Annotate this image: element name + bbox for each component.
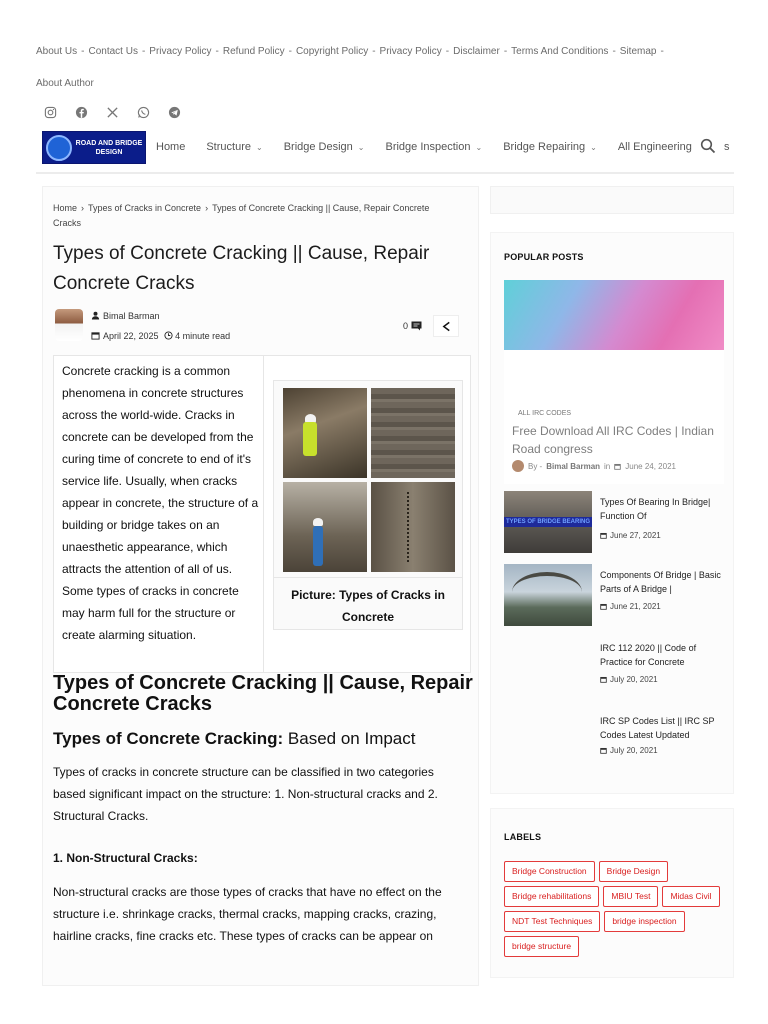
post-date-text: July 20, 2021 bbox=[610, 746, 658, 755]
nav-item-all-engineering[interactable] bbox=[618, 141, 694, 153]
divider bbox=[263, 356, 264, 672]
label-tag[interactable]: Bridge rehabilitations bbox=[504, 886, 599, 907]
nav-label: Bridge Inspection bbox=[385, 141, 471, 153]
nav-overflow-text: s bbox=[724, 141, 730, 153]
navbar-shadow bbox=[36, 172, 734, 174]
popular-post-item[interactable] bbox=[504, 564, 728, 628]
calendar-icon bbox=[600, 532, 607, 539]
search-icon[interactable] bbox=[700, 138, 716, 154]
top-links bbox=[36, 44, 716, 92]
featured-post-title[interactable]: Free Download All IRC Codes | Indian Road congress bbox=[512, 424, 714, 456]
featured-post[interactable] bbox=[504, 280, 724, 484]
post-date-text: June 27, 2021 bbox=[610, 531, 661, 540]
article-heading-3: 1. Non-Structural Cracks: bbox=[53, 851, 198, 865]
figure-photo-1 bbox=[283, 388, 367, 478]
nav-item-bridge-design[interactable] bbox=[284, 141, 365, 153]
x-icon[interactable] bbox=[106, 106, 119, 119]
avatar bbox=[512, 460, 524, 472]
post-title[interactable]: IRC SP Codes List || IRC SP Codes Latest Updated bbox=[600, 716, 715, 740]
labels-heading: LABELS bbox=[504, 832, 542, 842]
nav-label: Bridge Repairing bbox=[503, 141, 586, 153]
in-text: in bbox=[604, 461, 611, 471]
logo-seal-icon bbox=[46, 135, 72, 161]
nav-label: Structure bbox=[206, 141, 251, 153]
paragraph-categories: Types of cracks in concrete structure can be classified in two categories based significant impact on the structure: 1. Non-structural cracks and 2. Structural Cracks. bbox=[53, 765, 438, 823]
thumbnail-text: TYPES OF BRIDGE BEARING bbox=[505, 519, 590, 525]
link-contact-us[interactable]: Contact Us bbox=[88, 46, 138, 57]
featured-author[interactable]: Bimal Barman bbox=[546, 461, 601, 471]
link-about-us[interactable]: About Us bbox=[36, 46, 78, 57]
post-date bbox=[600, 602, 661, 611]
figure-caption: Picture: Types of Cracks in Concrete bbox=[274, 577, 462, 628]
figure-photo-3 bbox=[283, 482, 367, 572]
heading-2-rest: Based on Impact bbox=[283, 729, 416, 748]
nav-menu bbox=[156, 141, 715, 153]
label-tag[interactable]: MBIU Test bbox=[603, 886, 658, 907]
post-title[interactable]: Components Of Bridge | Basic Parts of A Bridge | bbox=[600, 570, 721, 594]
avatar[interactable] bbox=[55, 309, 83, 341]
post-thumbnail[interactable] bbox=[504, 491, 592, 553]
main-navbar bbox=[0, 128, 768, 174]
article-heading-1: Types of Concrete Cracking || Cause, Repair Concrete Cracks bbox=[53, 672, 473, 715]
chevron-down-icon: ⌄ bbox=[475, 142, 483, 152]
label-tag[interactable]: Bridge Construction bbox=[504, 861, 595, 882]
article-container bbox=[42, 186, 479, 986]
label-tag[interactable]: Midas Civil bbox=[662, 886, 719, 907]
chevron-down-icon: ⌄ bbox=[255, 142, 263, 152]
author-name[interactable] bbox=[91, 311, 160, 321]
intro-section bbox=[53, 355, 471, 673]
calendar-icon bbox=[91, 331, 100, 340]
label-tag[interactable]: NDT Test Techniques bbox=[504, 911, 600, 932]
post-date-text: July 20, 2021 bbox=[610, 675, 658, 684]
link-privacy-policy-2[interactable]: Privacy Policy bbox=[379, 46, 442, 57]
featured-post-image[interactable] bbox=[504, 280, 724, 350]
link-sitemap[interactable]: Sitemap bbox=[619, 46, 657, 57]
post-title[interactable]: IRC 112 2020 || Code of Practice for Concrete bbox=[600, 643, 697, 667]
popular-posts-widget bbox=[490, 232, 734, 794]
comments-count[interactable] bbox=[403, 321, 422, 331]
post-date bbox=[600, 746, 658, 755]
labels-widget bbox=[490, 808, 734, 978]
user-icon bbox=[91, 311, 100, 320]
chevron-right-icon: › bbox=[81, 203, 85, 213]
chevron-down-icon: ⌄ bbox=[590, 142, 597, 152]
chevron-down-icon: ⌄ bbox=[357, 142, 365, 152]
sidebar-top-widget bbox=[490, 186, 734, 214]
figure-image-grid[interactable] bbox=[283, 388, 453, 570]
by-text: By - bbox=[528, 461, 543, 471]
telegram-icon[interactable] bbox=[168, 106, 181, 119]
link-copyright-policy[interactable]: Copyright Policy bbox=[295, 46, 369, 57]
post-date bbox=[600, 675, 658, 684]
link-refund-policy[interactable]: Refund Policy bbox=[222, 46, 285, 57]
read-time: 4 minute read bbox=[175, 331, 231, 341]
nav-item-structure[interactable] bbox=[206, 141, 262, 153]
whatsapp-icon[interactable] bbox=[137, 106, 150, 119]
link-terms[interactable]: Terms And Conditions bbox=[511, 46, 609, 57]
calendar-icon bbox=[600, 747, 607, 754]
share-icon bbox=[441, 321, 452, 332]
popular-posts-heading: POPULAR POSTS bbox=[504, 252, 584, 262]
instagram-icon[interactable] bbox=[44, 106, 57, 119]
featured-post-meta bbox=[512, 460, 676, 472]
paragraph-non-structural: Non-structural cracks are those types of cracks that have no effect on the structure i.e. shrinkage cracks, thermal cracks, mapping cracks, crazing, hairline cracks, fine cracks etc. These types of cracks can be appear on bbox=[53, 885, 442, 943]
nav-label: Bridge Design bbox=[283, 141, 353, 153]
intro-paragraph: Concrete cracking is a common phenomena in concrete structures across the world-wide. Cracks in concrete can be developed from the curing time of concrete to end of it's service life. Usually, when cracks appear in concrete, the structure of a building or bridge takes on an unaesthetic appearance, which attracts the attention of all of us. Some types of cracks in concrete may harm full for the structure or create alarming situation. bbox=[62, 364, 259, 642]
site-logo[interactable] bbox=[42, 131, 146, 164]
page-title: Types of Concrete Cracking || Cause, Repair Concrete Cracks bbox=[53, 243, 430, 294]
breadcrumb-home[interactable]: Home bbox=[53, 203, 78, 213]
popular-post-item[interactable] bbox=[504, 491, 728, 555]
nav-label: Home bbox=[156, 141, 186, 153]
figure-photo-4 bbox=[371, 482, 455, 572]
author-name-text: Bimal Barman bbox=[103, 311, 160, 321]
post-date-text: June 21, 2021 bbox=[610, 602, 661, 611]
breadcrumb-current: Types of Concrete Cracking || Cause, Repair Concrete Cracks bbox=[53, 203, 430, 228]
top-links-row-1: About Us - Contact Us - Privacy Policy - Refund Policy - Copyright Policy - Privacy Policy - Disclaimer - Terms And Conditions - Sitemap - bbox=[36, 46, 664, 57]
breadcrumb bbox=[53, 201, 453, 231]
post-title[interactable]: Types Of Bearing In Bridge| Function Of bbox=[600, 497, 711, 521]
popular-post-item[interactable] bbox=[504, 637, 728, 701]
nav-item-home[interactable] bbox=[156, 141, 185, 153]
share-button[interactable] bbox=[433, 315, 459, 337]
heading-2-bold: Types of Concrete Cracking: bbox=[53, 729, 284, 748]
link-about-author[interactable]: About Author bbox=[36, 78, 94, 89]
breadcrumb-category[interactable]: Types of Cracks in Concrete bbox=[88, 203, 202, 213]
post-date: April 22, 2025 bbox=[103, 331, 159, 341]
nav-item-bridge-repairing[interactable] bbox=[503, 141, 597, 153]
nav-item-bridge-inspection[interactable] bbox=[385, 141, 482, 153]
post-meta bbox=[91, 331, 230, 341]
calendar-icon bbox=[614, 463, 621, 470]
clock-icon bbox=[164, 331, 173, 340]
label-tag[interactable]: bridge inspection bbox=[604, 911, 684, 932]
comment-count-text: 0 bbox=[403, 321, 409, 331]
link-privacy-policy[interactable]: Privacy Policy bbox=[149, 46, 212, 57]
label-tags bbox=[504, 861, 724, 957]
calendar-icon bbox=[600, 676, 607, 683]
article-figure bbox=[273, 380, 463, 630]
featured-post-category[interactable]: ALL IRC CODES bbox=[518, 410, 572, 417]
label-tag[interactable]: bridge structure bbox=[504, 936, 579, 957]
post-date bbox=[600, 531, 661, 540]
featured-date: June 24, 2021 bbox=[625, 461, 676, 471]
calendar-icon bbox=[600, 603, 607, 610]
facebook-icon[interactable] bbox=[75, 106, 88, 119]
article-heading-2 bbox=[53, 728, 473, 750]
nav-label: All Engineering bbox=[617, 141, 692, 153]
link-disclaimer[interactable]: Disclaimer bbox=[453, 46, 500, 57]
label-tag[interactable]: Bridge Design bbox=[599, 861, 668, 882]
figure-photo-2 bbox=[371, 388, 455, 478]
logo-text: ROAD AND BRIDGE DESIGN bbox=[75, 139, 143, 156]
social-icons bbox=[44, 106, 181, 119]
chevron-right-icon: › bbox=[205, 203, 209, 213]
comment-icon bbox=[411, 321, 422, 331]
popular-post-item[interactable] bbox=[504, 710, 728, 774]
top-links-row-2 bbox=[36, 76, 716, 92]
post-thumbnail[interactable] bbox=[504, 564, 592, 626]
